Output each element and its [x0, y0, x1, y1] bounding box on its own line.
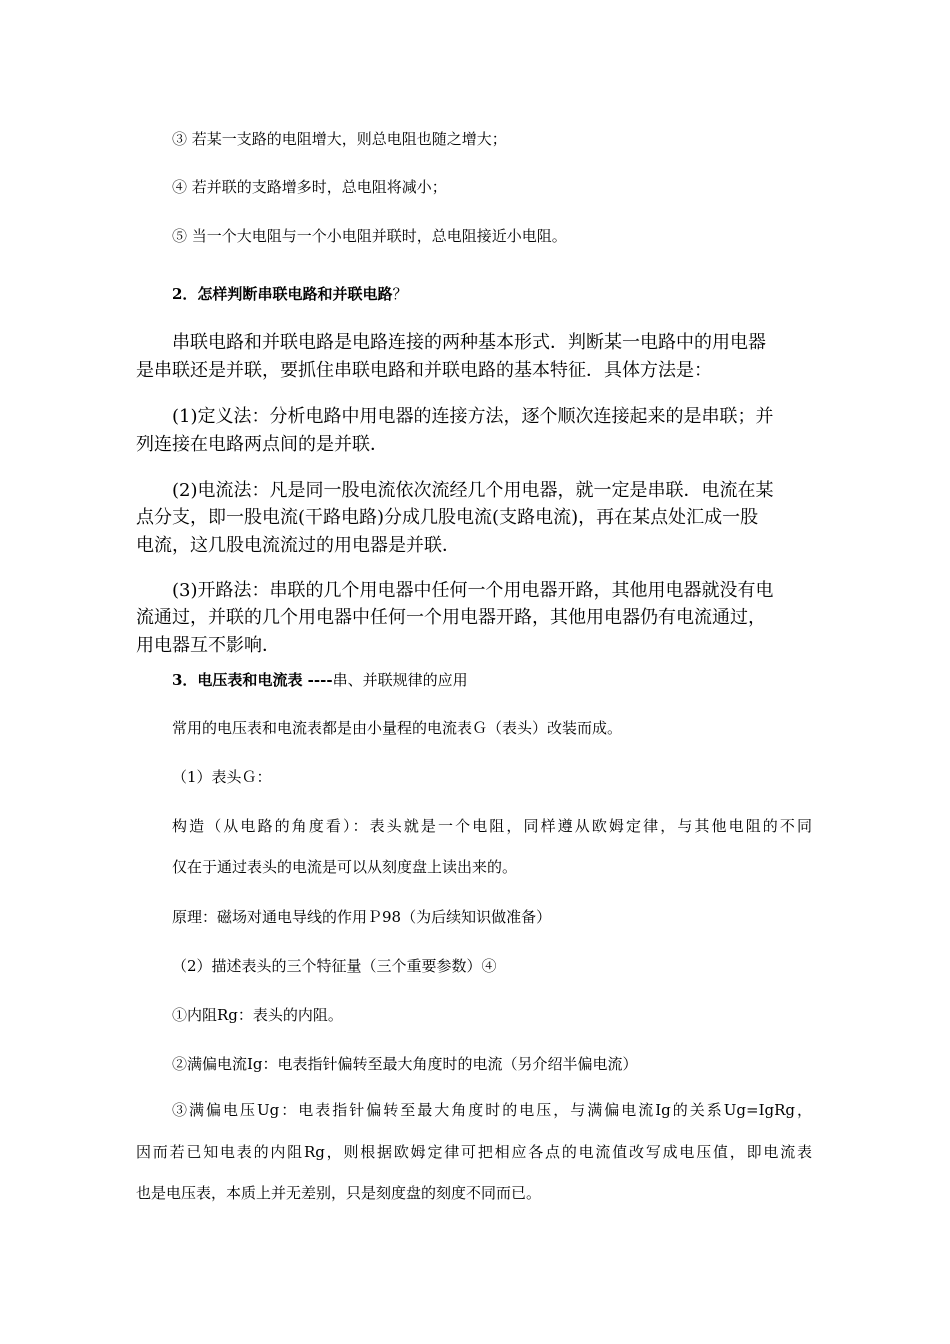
text-line: ⑤ 当一个大电阻与一个小电阻并联时，总电阻接近小电阻。 — [172, 227, 567, 245]
section-heading-3-title: 3．电压表和电流表 ---- — [172, 671, 333, 689]
section-heading-2-title: 2．怎样判断串联电路和并联电路 — [172, 285, 393, 303]
paragraph-line: 串联电路和并联电路是电路连接的两种基本形式．判断某一电路中的用电器 — [172, 332, 766, 353]
paragraph-line: 是串联还是并联，要抓住串联电路和并联电路的基本特征．具体方法是： — [136, 360, 712, 381]
text-line: 因而若已知电表的内阻Rg，则根据欧姆定律可把相应各点的电流值改写成电压值，即电流表 — [136, 1143, 812, 1161]
section-heading-2-mark: ？ — [392, 285, 408, 303]
paragraph-line: 用电器互不影响． — [136, 635, 280, 656]
paragraph-line: (1)定义法：分析电路中用电器的连接方法，逐个顺次连接起来的是串联；并 — [172, 406, 774, 427]
paragraph-line: 流通过，并联的几个用电器中任何一个用电器开路，其他用电器仍有电流通过， — [136, 607, 766, 628]
text-line: 也是电压表，本质上并无差别，只是刻度盘的刻度不同而已。 — [136, 1184, 542, 1202]
section-heading-3-subtitle: 串、并联规律的应用 — [332, 671, 468, 689]
text-line: 常用的电压表和电流表都是由小量程的电流表Ｇ（表头）改装而成。 — [172, 719, 623, 737]
paragraph-line: (2)电流法：凡是同一股电流依次流经几个用电器，就一定是串联．电流在某 — [172, 480, 774, 501]
section-heading-3 — [172, 669, 468, 690]
paragraph-line: 电流，这几股电流流过的用电器是并联． — [136, 535, 460, 556]
text-line: （2）描述表头的三个特征量（三个重要参数）④ — [172, 957, 497, 975]
text-line: 仅在于通过表头的电流是可以从刻度盘上读出来的。 — [172, 858, 518, 876]
text-line: ③ 若某一支路的电阻增大，则总电阻也随之增大； — [172, 130, 507, 148]
text-line: ①内阻Rg：表头的内阻。 — [172, 1006, 343, 1024]
text-line: 原理：磁场对通电导线的作用Ｐ98（为后续知识做准备） — [172, 908, 552, 926]
text-line: （1）表头Ｇ： — [172, 768, 272, 786]
paragraph-line: 列连接在电路两点间的是并联． — [136, 434, 388, 455]
text-line: ③满偏电压Ug：电表指针偏转至最大角度时的电压，与满偏电流Ig的关系Ug=IgRg， — [172, 1101, 812, 1119]
text-line: ④ 若并联的支路增多时，总电阻将减小； — [172, 178, 447, 196]
paragraph-line: 点分支，即一股电流(干路电路)分成几股电流(支路电流)，再在某点处汇成一股 — [136, 507, 759, 528]
section-heading-2 — [172, 283, 407, 304]
paragraph-line: (3)开路法：串联的几个用电器中任何一个用电器开路，其他用电器就没有电 — [172, 580, 774, 601]
text-line: 构造（从电路的角度看）：表头就是一个电阻，同样遵从欧姆定律，与其他电阻的不同 — [172, 817, 812, 835]
text-line: ②满偏电流Ig：电表指针偏转至最大角度时的电流（另介绍半偏电流） — [172, 1055, 638, 1073]
